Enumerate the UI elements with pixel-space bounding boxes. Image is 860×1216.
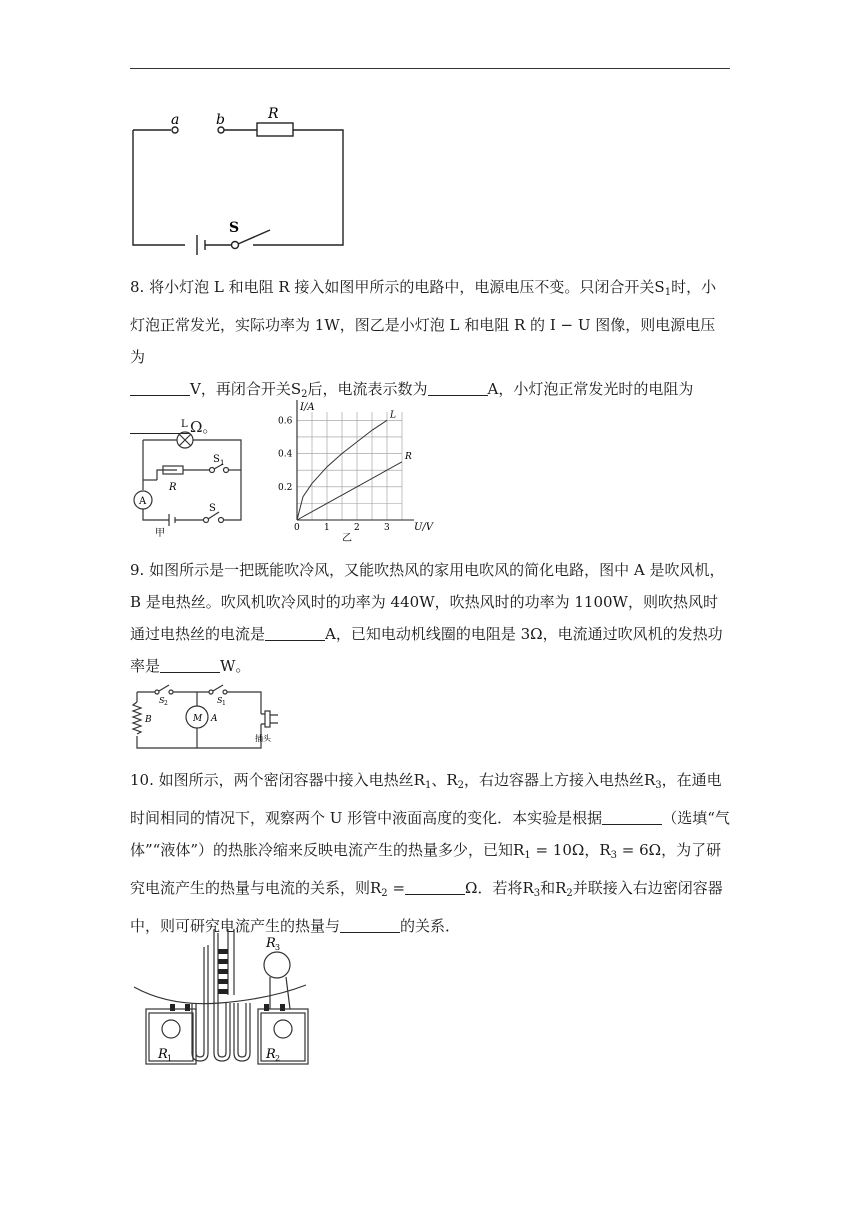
svg-text:S: S <box>217 696 223 705</box>
y-axis-label: I/A <box>300 402 315 413</box>
svg-text:3: 3 <box>275 943 281 952</box>
question-number: 10. <box>130 771 154 789</box>
label-a: a <box>171 112 180 128</box>
header-rule <box>130 68 730 69</box>
iu-chart <box>270 395 450 545</box>
y-tick-label: 0.6 <box>278 416 293 427</box>
chart-ticks <box>278 416 390 533</box>
x-tick-label: 3 <box>384 523 390 533</box>
figure-caption-jia: 甲 <box>155 528 165 539</box>
svg-text:S: S <box>213 454 220 465</box>
svg-text:2: 2 <box>275 1054 281 1063</box>
svg-text:1: 1 <box>222 700 226 707</box>
svg-text:1: 1 <box>167 1054 173 1063</box>
chart-grid <box>297 412 402 520</box>
svg-text:L: L <box>181 419 188 430</box>
label-S: S <box>229 220 240 236</box>
question-10 <box>130 764 730 942</box>
svg-text:M: M <box>193 714 203 724</box>
answer-blank[interactable] <box>160 656 220 673</box>
answer-blank[interactable] <box>602 808 662 825</box>
svg-text:A: A <box>211 714 218 724</box>
svg-text:1: 1 <box>220 459 225 467</box>
figure-caption-yi: 乙 <box>342 533 352 544</box>
x-axis-label: U/V <box>414 522 434 533</box>
x-tick-label: 1 <box>324 523 330 533</box>
y-tick-label: 0.4 <box>278 449 293 460</box>
x-tick-label: 0 <box>294 523 300 533</box>
answer-blank[interactable] <box>428 379 488 396</box>
svg-text:2: 2 <box>164 700 168 707</box>
hair-dryer-circuit <box>125 680 285 755</box>
question-number: 9. <box>130 561 145 579</box>
question-10-text: 10. 如图所示，两个密闭容器中接入电热丝$R_1$、$R_2$，右边容器上方接入电热丝$R_3$，在通电时间相同的情况下，观察两个 U 形管中液面高度的变化．本实验是根据 （选填“气体”“液体”）的热胀冷缩来反映电流产生的热量多少，已知$R_1 = 10\Omega$，$R_3 = 6\Omega$，为了研究电流产生的热量与电流的关系，则$R_2 = \Omega$．若将$R_3$和$R_2$并联接入右边密闭容器中，则可研究电流产生的热量与 的关系． <box>130 771 730 935</box>
chart-axes <box>297 400 414 520</box>
answer-blank[interactable] <box>405 878 465 895</box>
label-b: b <box>216 112 225 128</box>
x-tick-label: 2 <box>354 523 360 533</box>
answer-blank[interactable] <box>130 379 190 396</box>
svg-text:R: R <box>169 482 177 493</box>
svg-text:B: B <box>145 715 152 725</box>
svg-text:A: A <box>139 496 147 507</box>
answer-blank[interactable] <box>265 624 325 641</box>
svg-text:S: S <box>159 696 165 705</box>
label-R: R <box>268 106 279 122</box>
heat-experiment-figure <box>130 925 310 1070</box>
answer-blank[interactable] <box>340 916 400 933</box>
circuit-figure-jia <box>125 412 250 537</box>
svg-text:R: R <box>266 936 276 951</box>
question-number: 8. <box>130 278 145 296</box>
y-tick-label: 0.2 <box>278 482 293 493</box>
series-line-R <box>297 462 402 520</box>
svg-text:S: S <box>209 503 216 514</box>
svg-text:R: R <box>266 1047 276 1062</box>
circuit-figure-q7 <box>125 100 355 260</box>
question-9-text: 9. 如图所示是一把既能吹冷风，又能吹热风的家用电吹风的简化电路，图中 A 是吹风机，B 是电热丝。吹风机吹冷风时的功率为 440W，吹热风时的功率为 1100W，则吹热风时通过电热丝的电流是 A，已知电动机线圈的电阻是 3Ω，电流通过吹风机的发热功率是 W。 <box>130 561 725 675</box>
series-label-R: R <box>405 451 412 462</box>
svg-text:R: R <box>158 1047 168 1062</box>
svg-text:插头: 插头 <box>255 734 271 743</box>
question-8-text: 8. 将小灯泡 L 和电阻 R 接入如图甲所示的电路中，电源电压不变。只闭合开关$S_1$时，小灯泡正常发光，实际功率为 1W，图乙是小灯泡 L 和电阻 R 的 I − U 图像，则电源电压为 V，再闭合开关$S_2$后，电流表示数为 A，小灯泡正常发光时的电阻为 Ω。 <box>130 278 717 436</box>
series-label-L: L <box>390 410 396 421</box>
question-9 <box>130 554 730 682</box>
